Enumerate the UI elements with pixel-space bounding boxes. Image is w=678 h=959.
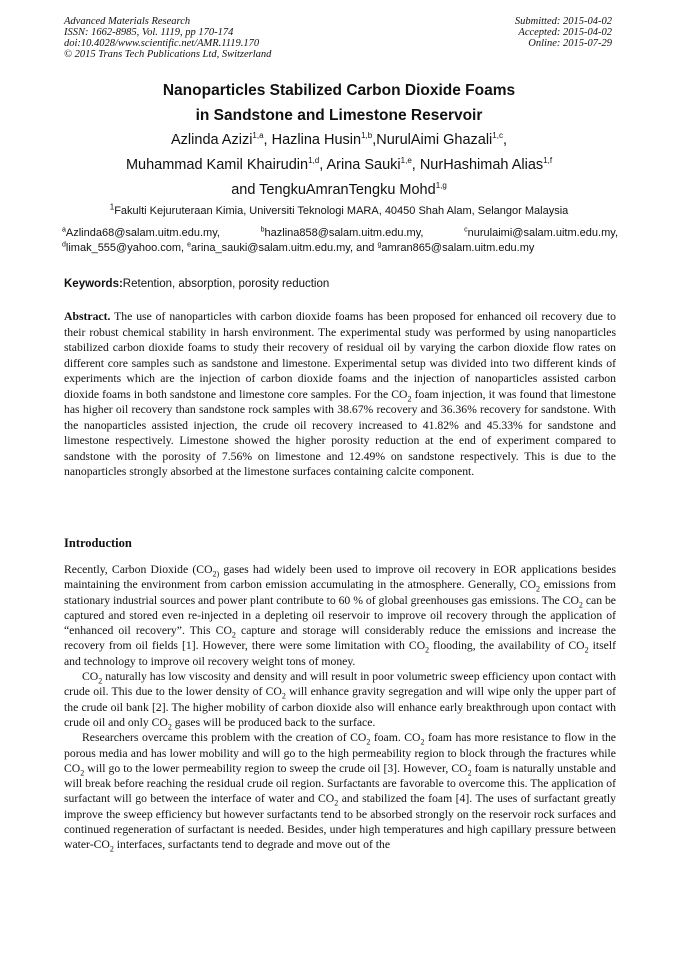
paper-title	[40, 78, 638, 128]
title-line-2: in Sandstone and Limestone Reservoir	[195, 107, 483, 124]
subscript: 2	[425, 645, 430, 655]
journal-copyright: © 2015 Trans Tech Publications Ltd, Switzerland	[64, 49, 272, 60]
body-paragraph	[64, 562, 616, 669]
subscript: 2	[578, 599, 583, 609]
text-run: Recently, Carbon Dioxide (CO	[64, 563, 213, 576]
subscript: 2	[80, 768, 85, 778]
abstract-text-part-1: The use of nanoparticles with carbon dioxide foams has been proposed for enhanced oil recovery due to their robust chemical stability in harsh environment. The experimental study was performed by using nanoparticles stabilized carbon dioxide foams to study their recovery of residual oil by varying the carbon dioxide flow rates on different core samples such as sandstone and limestone. Experimental setup was divided into two different kinds of experiments which are the injection of carbon dioxide foams and the injection of nanoparticles assisted carbon dioxide foams in both sandstone and limestone core samples. For the CO	[64, 310, 616, 401]
author-separator: ,	[319, 157, 327, 173]
affiliation-mark: 1	[109, 202, 115, 212]
text-run: naturally has low viscosity and density and will result in poor volumetric sweep efficiency upon contact with crude oil. This due to the lower density of CO	[64, 670, 616, 699]
abstract-label: Abstract.	[64, 310, 111, 323]
email-mark: c	[464, 226, 468, 234]
author-emails	[62, 226, 618, 256]
subscript: 2	[281, 691, 286, 701]
journal-header-right	[515, 16, 612, 49]
text-run: will enhance gravity segregation and will wipe only the upper part of the crude oil bank [2]. The higher mobility of carbon dioxide also will enhance early breakthrough upon contact with crude oil and only CO	[64, 685, 616, 729]
author-name: NurHashimah Alias	[419, 157, 544, 173]
keywords-text: Retention, absorption, porosity reduction	[122, 278, 330, 290]
email-address: Azlinda68@salam.uitm.edu.my,	[65, 227, 261, 239]
journal-header-left	[64, 16, 271, 60]
subscript: 2	[167, 722, 172, 732]
abstract	[64, 309, 616, 480]
author-affiliation-mark: 1,f	[543, 156, 553, 166]
journal-issn: ISSN: 1662-8985, Vol. 1119, pp 170-174	[64, 27, 234, 38]
email-mark: b	[260, 226, 265, 234]
author-affiliation-mark: 1,a	[252, 131, 264, 141]
email-address: nurulaimi@salam.uitm.edu.my,	[467, 227, 618, 239]
author-name: Azlinda Azizi	[171, 132, 253, 148]
date-accepted: Accepted: 2015-04-02	[518, 27, 612, 38]
text-run: capture and storage will considerably reduce the emissions and increase the recovery from oil fields [1]. However, there were some limitation with CO	[64, 624, 616, 653]
body-paragraph	[64, 669, 616, 730]
subscript: 2	[366, 737, 371, 747]
text-run: itself and technology to improve oil recovery weight tons of money.	[64, 639, 616, 668]
subscript: 2	[98, 676, 103, 686]
email-mark: e	[187, 241, 192, 249]
subscript: 2	[420, 737, 425, 747]
journal-doi: doi:10.4028/www.scientific.net/AMR.1119.170	[64, 38, 260, 49]
author-separator: ,	[372, 132, 377, 148]
author-list	[40, 128, 638, 203]
introduction-body	[64, 562, 616, 853]
text-run: gases will be produced back to the surface.	[171, 715, 376, 729]
date-submitted: Submitted: 2015-04-02	[514, 16, 612, 27]
text-run: emissions from stationary industrial sources and power plant contribute to 60 % of global greenhouses gas emissions. The CO	[64, 578, 616, 607]
date-online: Online: 2015-07-29	[528, 38, 612, 49]
text-run: foam is naturally unstable and will break before reaching the residual crude oil region. Surfactants are favorable to overcome this. The application of surfactant will go between the interface of water and CO	[64, 761, 616, 806]
email-mark: d	[62, 241, 66, 249]
text-run: foam has more resistance to flow in the porous media and has lower mobility and will go to the high permeability region to block through the fractures while CO	[64, 731, 616, 775]
author-name: Arina Sauki	[326, 157, 401, 173]
author-name: Muhammad Kamil Khairudin	[125, 157, 309, 173]
email-address: amran865@salam.uitm.edu.my	[381, 242, 535, 254]
abstract-text-part-2: foam injection, it was found that limestone has higher oil recovery than sandstone rock samples with 38.67% recovery and 36.36% recovery for sandstone. With the nanoparticles assisted injection, the crude oil recovery increased to 41.82% and 45.33% for sandstone and limestone respectively. Limestone showed the higher porosity reduction at the end of experiment compared to sandstone with the porosity of 7.56% on limestone and 12.49% on sandstone respectively. This is due to the nanoparticles strongly absorbed at the limestone surfaces containing calcite component.	[64, 387, 616, 478]
text-run: foam. CO	[370, 731, 421, 745]
section-heading-introduction: Introduction	[64, 536, 132, 550]
author-name: NurulAimi Ghazali	[376, 132, 493, 148]
author-line-2	[40, 153, 638, 178]
email-address: arina_sauki@salam.uitm.edu.my, and	[191, 242, 378, 254]
author-separator: ,	[502, 132, 507, 148]
email-mark: a	[62, 226, 66, 234]
keywords	[64, 277, 616, 291]
author-affiliation-mark: 1,g	[435, 181, 447, 191]
affiliation	[40, 204, 638, 218]
subscript: 2	[584, 645, 589, 655]
author-name: TengkuAmranTengku Mohd	[259, 182, 436, 198]
text-run: interfaces, surfactants tend to degrade and move out of the	[113, 838, 391, 852]
text-run: Researchers overcame this problem with the creation of CO	[82, 731, 367, 745]
subscript: 2)	[212, 569, 220, 579]
author-affiliation-mark: 1,e	[400, 156, 412, 166]
author-line-1	[40, 128, 638, 153]
author-separator: ,	[411, 157, 420, 173]
email-mark: g	[377, 241, 382, 249]
subscript: 2	[467, 768, 472, 778]
author-affiliation-mark: 1,d	[308, 156, 320, 166]
text-run: gases had widely been used to improve oil recovery in EOR applications besides maintaining the environment from carbon emission accumulating in the atmosphere. Generally, CO	[64, 563, 617, 592]
text-run: flooding, the availability of CO	[429, 639, 585, 653]
subscript: 2	[536, 584, 541, 594]
email-address: limak_555@yahoo.com,	[65, 242, 188, 254]
subscript: 2	[334, 798, 339, 808]
author-separator: ,	[263, 132, 272, 148]
body-paragraph	[64, 730, 616, 852]
author-affiliation-mark: 1,b	[361, 131, 373, 141]
affiliation-text: Fakulti Kejuruteraan Kimia, Universiti Teknologi MARA, 40450 Shah Alam, Selangor Malaysia	[114, 205, 569, 217]
author-affiliation-mark: 1,c	[492, 131, 503, 141]
keywords-label: Keywords:	[64, 278, 123, 290]
subscript: 2	[231, 630, 236, 640]
journal-name: Advanced Materials Research	[64, 16, 191, 27]
text-run: CO	[82, 670, 99, 684]
author-and: and	[231, 182, 260, 198]
abstract-subscript: 2	[407, 393, 412, 403]
text-run: will go to the lower permeability region to sweep the crude oil [3]. However, CO	[84, 761, 468, 775]
title-line-1: Nanoparticles Stabilized Carbon Dioxide Foams	[162, 82, 516, 99]
author-line-3	[40, 178, 638, 203]
author-name: Hazlina Husin	[271, 132, 362, 148]
text-run: can be captured and stored even re-injected in a depleting oil reservoir to improve oil recovery through the application of “enhanced oil recovery”. This CO	[64, 593, 616, 638]
email-address: hazlina858@salam.uitm.edu.my,	[264, 227, 465, 239]
subscript: 2	[109, 844, 114, 854]
text-run: and stabilized the foam [4]. The uses of surfactant greatly improve the sweep efficiency but however surfactants tend to be absorbed strongly on the reservoir rock surfaces and continued regeneration of surfactant is needed. Besides, under high temperatures and high capillary pressure between water-CO	[64, 792, 616, 852]
